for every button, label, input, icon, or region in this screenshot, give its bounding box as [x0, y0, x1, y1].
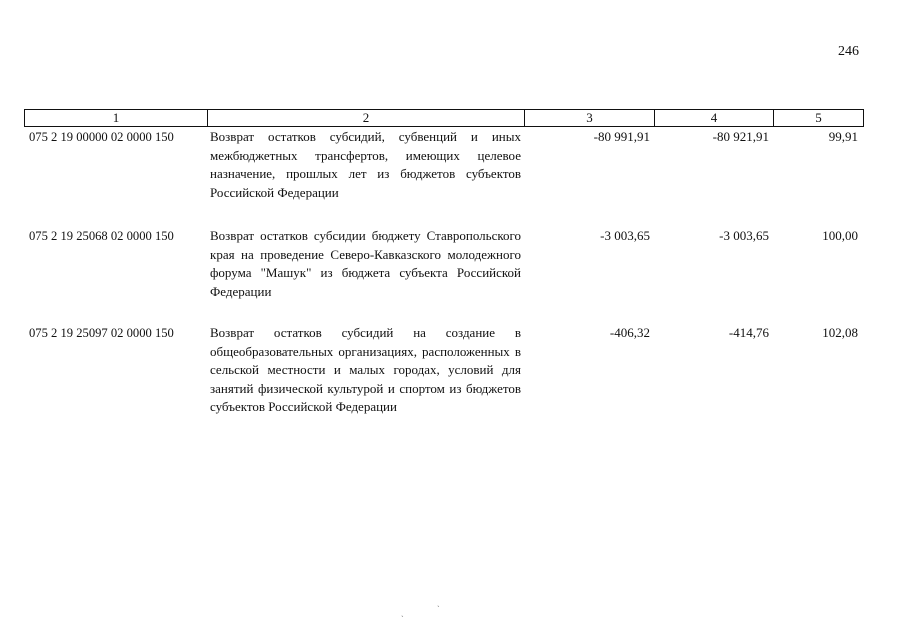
value-column-3: -80 991,91 [593, 129, 650, 144]
scan-speck: ˎ [401, 608, 404, 617]
table-header [24, 109, 864, 127]
column-header-5: 5 [815, 110, 822, 125]
budget-code: 075 2 19 00000 02 0000 150 [29, 130, 174, 144]
column-header-1: 1 [25, 110, 208, 126]
value-column-5: 100,00 [822, 228, 858, 243]
value-column-4: -3 003,65 [719, 228, 769, 243]
value-column-5: 102,08 [822, 325, 858, 340]
column-header-3: 3 [525, 110, 655, 126]
value-column-4: -80 921,91 [712, 129, 769, 144]
value-column-3: -3 003,65 [600, 228, 650, 243]
budget-code: 075 2 19 25068 02 0000 150 [29, 229, 174, 243]
row-description: Возврат остатков субсидий, субвенций и иных межбюджетных трансфертов, имеющих целевое назначение, прошлых лет из бюджетов субъектов Российской Федерации [210, 129, 521, 200]
column-header-2: 2 [208, 110, 525, 126]
table-row [24, 128, 864, 202]
value-column-5: 99,91 [828, 129, 858, 144]
table-row [24, 227, 864, 301]
page-number: 246 [838, 44, 859, 59]
budget-code: 075 2 19 25097 02 0000 150 [29, 326, 174, 340]
value-column-3: -406,32 [609, 325, 650, 340]
row-description: Возврат остатков субсидий на создание в общеобразовательных организациях, расположенных в сельской местности и малых городах, условий для занятий физической культурой и спортом из бюджетов субъектов Российской Федерации [210, 325, 521, 414]
value-column-4: -414,76 [728, 325, 769, 340]
row-description: Возврат остатков субсидии бюджету Ставропольского края на проведение Северо-Кавказского молодежного форума "Машук" из бюджета субъекта Российской Федерации [210, 228, 521, 299]
column-header-4: 4 [655, 110, 774, 126]
scan-speck: ˎ [437, 598, 440, 607]
table-row [24, 324, 864, 417]
